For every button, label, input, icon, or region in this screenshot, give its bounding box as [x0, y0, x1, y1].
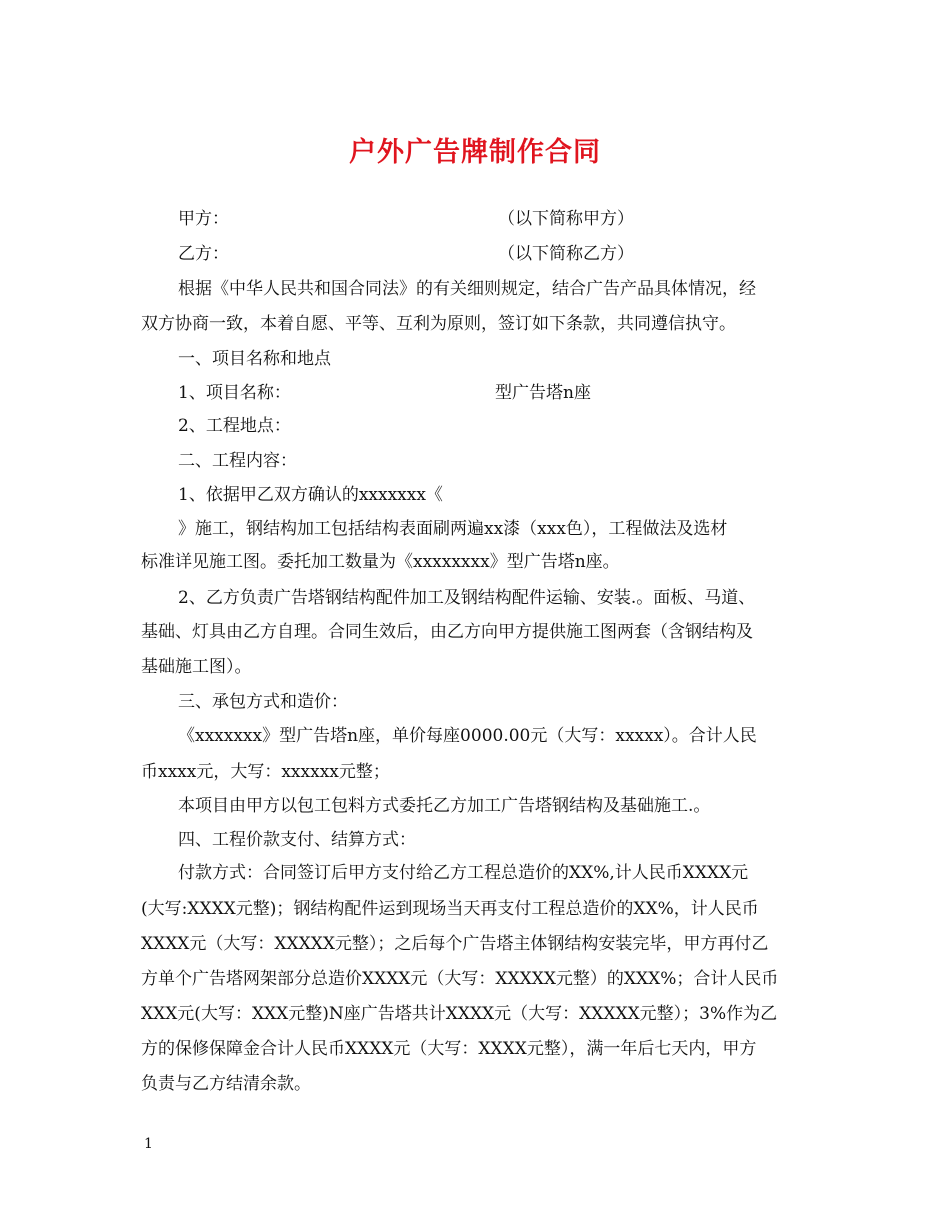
- section-3-heading: 三、承包方式和造价：: [178, 692, 348, 712]
- s2-p2-line-1: 2、乙方负责广告塔钢结构配件加工及钢结构配件运输、安装.。面板、马道、: [178, 588, 756, 608]
- section-2-heading: 二、工程内容：: [178, 451, 297, 471]
- intro-line-1: 根据《中华人民共和国合同法》的有关细则规定，结合广告产品具体情况，经: [178, 279, 756, 299]
- s4-line-2: (大写:XXXX元整)；钢结构配件运到现场当天再支付工程总造价的XX%，计人民币: [141, 899, 759, 919]
- party-b-label: 乙方：: [178, 244, 229, 264]
- s4-line-6: 方的保修保障金合计人民币XXXX元（大写：XXXX元整），满一年后七天内，甲方: [141, 1039, 757, 1059]
- s4-line-3: XXXX元（大写：XXXXX元整）；之后每个广告塔主体钢结构安装完毕，甲方再付乙: [141, 934, 769, 954]
- s4-line-4: 方单个广告塔网架部分总造价XXXX元（大写：XXXXX元整）的XXX%；合计人民币: [141, 969, 779, 989]
- project-name-value: 型广告塔n座: [495, 383, 591, 403]
- s3-p1-line-1: 《xxxxxxx》型广告塔n座，单价每座0000.00元（大写：xxxxx）。合计人民: [178, 726, 757, 746]
- s2-p2-line-2: 基础、灯具由乙方自理。合同生效后，由乙方向甲方提供施工图两套（含钢结构及: [141, 622, 753, 642]
- party-a-note: （以下简称甲方）: [498, 209, 634, 229]
- s2-p1-line-2: 》施工，钢结构加工包括结构表面刷两遍xx漆（xxx色），工程做法及选材: [178, 519, 728, 539]
- section-4-heading: 四、工程价款支付、结算方式：: [178, 830, 416, 850]
- s2-p1-line-3: 标准详见施工图。委托加工数量为《xxxxxxxx》型广告塔n座。: [141, 552, 620, 572]
- s4-line-7: 负责与乙方结清余款。: [141, 1074, 311, 1094]
- s3-p1-line-2: 币xxxx元，大写：xxxxxx元整；: [141, 762, 390, 782]
- s4-line-5: XXX元(大写：XXX元整)N座广告塔共计XXXX元（大写：XXXXX元整）；3%作为乙: [141, 1004, 778, 1024]
- party-a-label: 甲方：: [178, 209, 229, 229]
- project-name-label: 1、项目名称：: [178, 383, 291, 403]
- document-title: 户外广告牌制作合同: [349, 137, 601, 168]
- party-b-note: （以下简称乙方）: [498, 244, 634, 264]
- s3-p2: 本项目由甲方以包工包料方式委托乙方加工广告塔钢结构及基础施工.。: [178, 796, 711, 816]
- intro-line-2: 双方协商一致，本着自愿、平等、互利为原则，签订如下条款，共同遵信执守。: [141, 314, 736, 334]
- s4-line-1: 付款方式：合同签订后甲方支付给乙方工程总造价的XX%,计人民币XXXX元: [178, 863, 749, 883]
- project-location-label: 2、工程地点：: [178, 416, 291, 436]
- section-1-heading: 一、项目名称和地点: [178, 349, 331, 369]
- s2-p2-line-3: 基础施工图）。: [141, 657, 252, 677]
- s2-p1-line-1: 1、依据甲乙双方确认的xxxxxxx《: [178, 485, 443, 505]
- page-number: 1: [144, 1136, 153, 1152]
